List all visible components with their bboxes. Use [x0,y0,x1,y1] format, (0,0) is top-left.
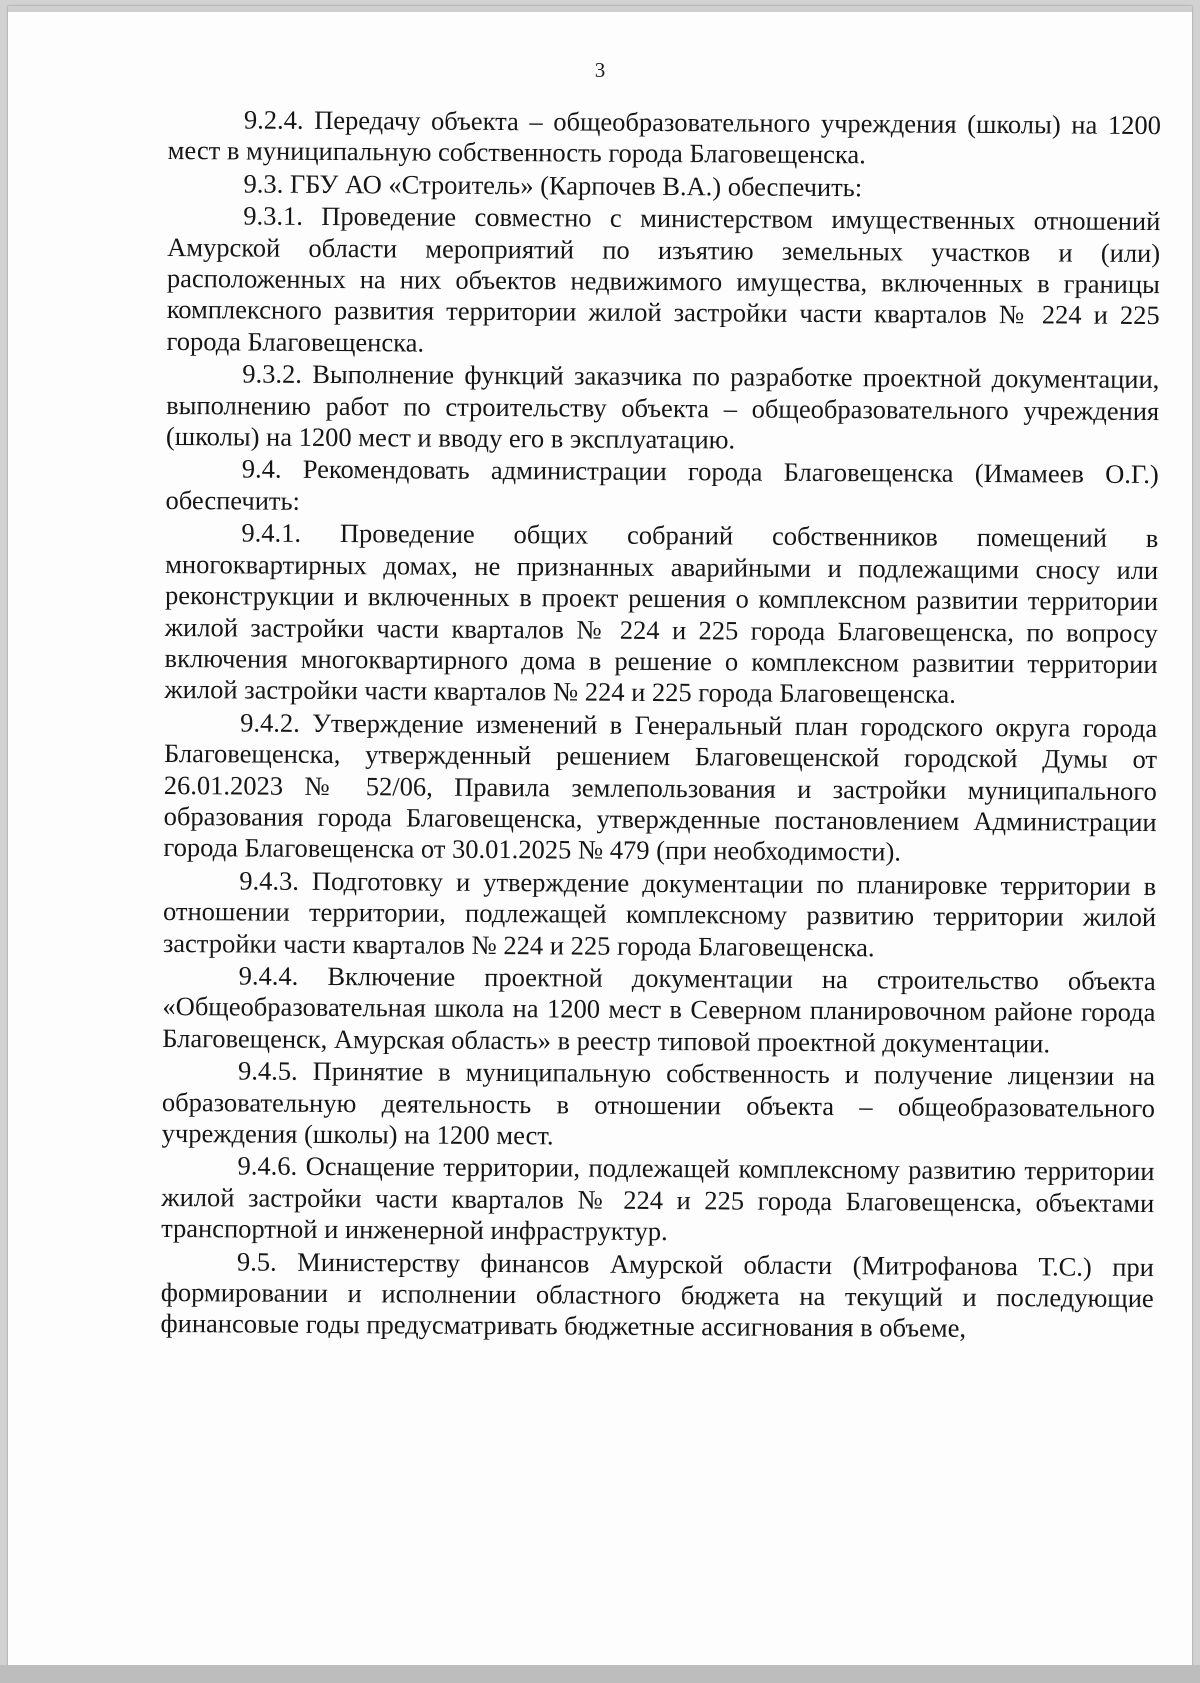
paragraph-9-5: 9.5. Министерству финансов Амурской области (Митрофанова Т.С.) при формировании и исполнении областного бюджета на текущий и последующие финансовые годы предусматривать бюджетные ассигнования в объеме, [160,1246,1155,1344]
paragraph-9-4: 9.4. Рекомендовать администрации города Благовещенска (Имамеев О.Г.) обеспечить: [165,453,1159,516]
paragraph-9-4-3: 9.4.3. Подготовку и утверждение документации по планировке территории в отношении территории, подлежащей комплексному развитию территории жилой застройки части кварталов № 224 и 225 города Благовещенска. [162,865,1157,962]
page-number: 3 [594,58,606,82]
paragraph-9-3: 9.3. ГБУ АО «Строитель» (Карпочев В.А.) обеспечить: [243,168,863,203]
document-body [160,104,1161,1347]
paragraph-9-4-6: 9.4.6. Оснащение территории, подлежащей комплексному развитию территории жилой застройки части кварталов № 224 и 225 города Благовещенска, объектами транспортной и инженерной инфраструктур. [161,1150,1155,1247]
scan-bottom-edge [0,1665,1200,1683]
paragraph-9-4-5: 9.4.5. Принятие в муниципальную собственность и получение лицензии на образовательную деятельность в отношении объекта – общеобразовательного учреждения (школы) на 1200 мест. [161,1055,1156,1151]
paragraph-9-4-4: 9.4.4. Включение проектной документации на строительство объекта «Общеобразовательная школа на 1200 мест в Северном планировочном районе города Благовещенск, Амурская область» в реестр типовой проектной документации. [162,960,1156,1059]
paragraph-9-3-1: 9.3.1. Проведение совместно с министерством имущественных отношений Амурской области мероприятий по изъятию земельных участков и (или) расположенных на них объектов недвижимого имущества, включенных в границы комплексного развития территории жилой застройки части кварталов № 224 и 225 города Благовещенска. [166,200,1161,358]
document-page [8,6,1192,1668]
paragraph-9-4-2: 9.4.2. Утверждение изменений в Генеральный план городского округа города Благовещенска, утвержденный решением Благовещенской городской Думы от 26.01.2023 № 52/06, Правила землепользования и застройки муниципального образования города Благовещенска, утвержденные постановлением Администрации города Благовещенска от 30.01.2025 № 479 (при необходимости). [163,707,1158,867]
paragraph-9-2-4: 9.2.4. Передачу объекта – общеобразовательного учреждения (школы) на 1200 мест в муниципальную собственность города Благовещенска. [167,104,1161,170]
paragraph-9-3-2: 9.3.2. Выполнение функций заказчика по разработке проектной документации, выполнению работ по строительству объекта – общеобразовательного учреждения (школы) на 1200 мест и вводу его в эксплуатацию. [165,358,1160,455]
scan-edge [8,6,1192,12]
paragraph-9-4-1: 9.4.1. Проведение общих собраний собственников помещений в многоквартирных домах, не признанных аварийными и подлежащими сносу или реконструкции и включенных в проект решения о комплексном развитии территории жилой застройки части кварталов № 224 и 225 города Благовещенска, по вопросу включения многоквартирного дома в решение о комплексном развитии территории жилой застройки части кварталов № 224 и 225 города Благовещенска. [164,517,1159,710]
